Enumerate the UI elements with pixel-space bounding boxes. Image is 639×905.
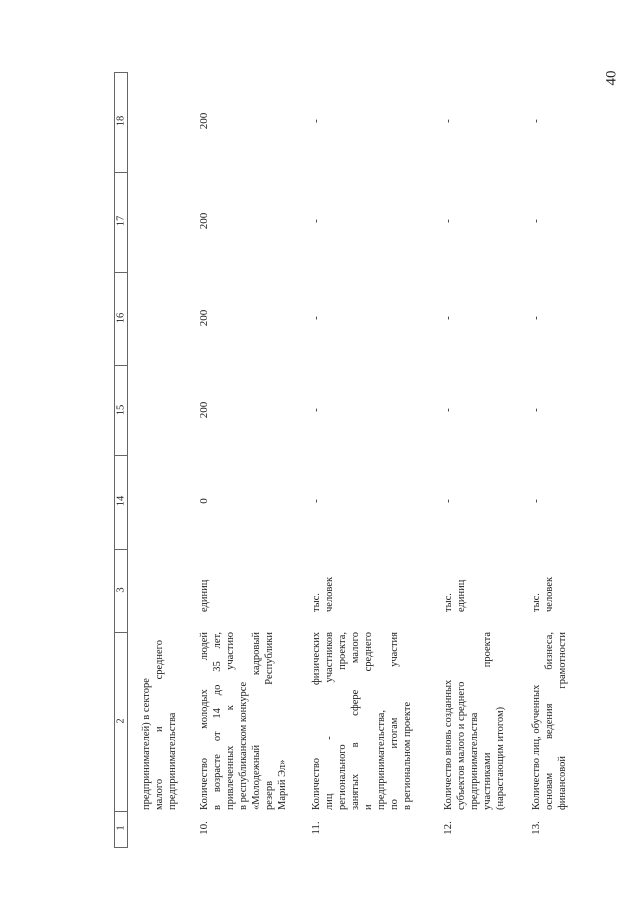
header-separator — [114, 272, 128, 273]
header-col-14: 14 — [115, 495, 127, 507]
word: в — [212, 805, 223, 810]
header-col-2: 2 — [115, 718, 127, 724]
word: до — [212, 684, 223, 696]
text-line: предпринимателей) в секторе — [141, 678, 152, 810]
word: резерв — [264, 780, 275, 810]
word: кадровый — [251, 632, 262, 676]
word: участия — [389, 632, 400, 667]
text-line: человек — [544, 576, 555, 612]
word: основам — [544, 772, 555, 810]
text-line: предпринимательства, — [376, 709, 387, 810]
row-number: 12. — [442, 821, 454, 835]
row-number: 13. — [530, 821, 542, 835]
text-line — [263, 632, 276, 810]
header-col-16: 16 — [115, 312, 127, 324]
indicator-name — [310, 632, 414, 810]
word: лиц — [324, 793, 335, 810]
word: 35 — [212, 661, 223, 672]
continuation-text — [140, 640, 179, 810]
value-v14: - — [310, 499, 322, 503]
word: физических — [311, 632, 322, 686]
header-separator — [114, 172, 128, 173]
value-v16: - — [442, 316, 454, 320]
text-line — [543, 632, 556, 810]
text-line — [198, 632, 211, 810]
word: по — [389, 799, 400, 810]
word: и — [154, 726, 165, 732]
header-separator — [114, 811, 128, 812]
word: молодых — [199, 689, 210, 729]
value-v18: - — [530, 119, 542, 123]
text-line: предпринимательства — [167, 712, 178, 810]
word: привлеченных — [225, 745, 236, 810]
word: Республики — [264, 632, 275, 685]
text-line — [336, 632, 349, 810]
word: к — [225, 705, 236, 711]
word: среднего — [154, 640, 165, 680]
value-v15: - — [310, 408, 322, 412]
word: итогам — [389, 717, 400, 749]
header-separator — [114, 455, 128, 456]
text-line: тыс. — [531, 593, 542, 612]
table-header-band — [114, 72, 128, 847]
indicator-name — [442, 632, 507, 810]
value-v17: - — [442, 219, 454, 223]
unit-of-measure — [442, 552, 468, 612]
text-line: тыс. — [311, 593, 322, 612]
text-line — [153, 640, 166, 810]
word: в — [350, 742, 361, 748]
text-line — [362, 632, 375, 810]
value-v18: - — [310, 119, 322, 123]
text-line — [481, 632, 494, 810]
header-separator — [114, 72, 128, 73]
value-v17: - — [530, 219, 542, 223]
header-col-17: 17 — [115, 215, 127, 227]
text-line: в региональном проекте — [402, 701, 413, 810]
header-col-15: 15 — [115, 404, 127, 416]
text-line: Количество вновь созданных — [443, 679, 454, 810]
word: Количество — [311, 757, 322, 810]
header-separator — [114, 365, 128, 366]
value-v14: 0 — [198, 498, 210, 504]
indicator-name — [198, 632, 289, 810]
text-line — [349, 632, 362, 810]
word: проекта — [482, 632, 493, 668]
text-line: тыс. — [443, 593, 454, 612]
word: проекта, — [337, 632, 348, 670]
text-line — [250, 632, 263, 810]
value-v16: - — [530, 316, 542, 320]
word: людей — [199, 632, 210, 661]
word: участников — [324, 632, 335, 683]
word: лет, — [212, 632, 223, 649]
unit-of-measure — [530, 552, 556, 612]
header-col-18: 18 — [115, 115, 127, 127]
unit-of-measure — [198, 552, 211, 612]
text-line: субъектов малого и среднего — [456, 681, 467, 810]
indicator-name — [530, 632, 569, 810]
text-line: предпринимательства — [469, 712, 480, 810]
word: от — [212, 731, 223, 742]
value-v15: 200 — [198, 401, 210, 419]
text-line: единиц — [456, 579, 467, 612]
word: 14 — [212, 708, 223, 719]
text-line: (нарастающим итогом) — [495, 706, 506, 810]
value-v18: 200 — [198, 112, 210, 130]
value-v16: 200 — [198, 309, 210, 327]
header-col-1: 1 — [115, 825, 127, 831]
header-separator — [114, 549, 128, 550]
value-v14: - — [442, 499, 454, 503]
text-line — [211, 632, 224, 810]
text-line: в республиканском конкурсе — [238, 681, 249, 810]
value-v14: - — [530, 499, 542, 503]
value-v15: - — [442, 408, 454, 412]
text-line — [224, 632, 237, 810]
text-line: человек — [324, 576, 335, 612]
word: участниками — [482, 752, 493, 810]
value-v17: - — [310, 219, 322, 223]
text-line: Марий Эл» — [277, 759, 288, 810]
word: сфере — [350, 689, 361, 716]
header-separator — [114, 632, 128, 633]
value-v16: - — [310, 316, 322, 320]
value-v18: - — [442, 119, 454, 123]
text-line — [323, 632, 336, 810]
word: ведения — [544, 703, 555, 740]
value-v15: - — [530, 408, 542, 412]
text-line: Количество лиц, обученных — [531, 684, 542, 810]
word: малого — [350, 632, 361, 664]
word: финансовой — [557, 756, 568, 810]
unit-of-measure — [310, 552, 336, 612]
value-v17: 200 — [198, 212, 210, 230]
word: участию — [225, 632, 236, 670]
row-number: 10. — [198, 821, 210, 835]
header-separator — [114, 847, 128, 848]
text-line — [388, 632, 401, 810]
word: регионального — [337, 744, 348, 810]
text-line: единиц — [199, 579, 210, 612]
word: грамотности — [557, 632, 568, 689]
word: возрасте — [212, 754, 223, 793]
header-col-3: 3 — [115, 587, 127, 593]
word: Количество — [199, 757, 210, 810]
word: малого — [154, 778, 165, 810]
word: бизнеса, — [544, 632, 555, 670]
word: и — [363, 804, 374, 810]
text-line — [556, 632, 569, 810]
word: среднего — [363, 632, 374, 672]
page-number: 40 — [603, 70, 620, 86]
text-line — [310, 632, 323, 810]
word: - — [324, 736, 335, 740]
word: «Молодежный — [251, 744, 262, 810]
row-number: 11. — [310, 821, 322, 835]
word: занятых — [350, 773, 361, 810]
